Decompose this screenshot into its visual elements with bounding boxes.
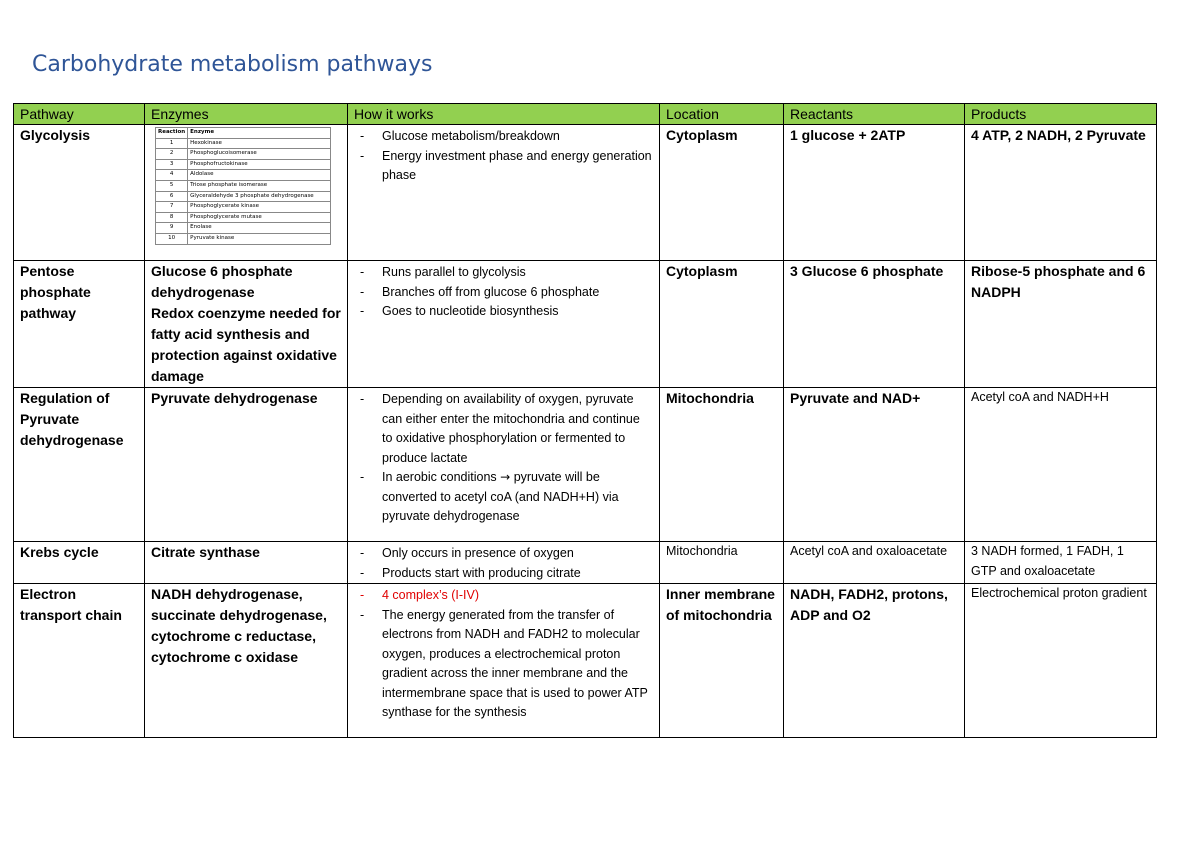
pathway-cell: Krebs cycle — [14, 542, 145, 584]
mini-row — [156, 223, 331, 234]
mini-reaction: 8 — [156, 212, 188, 223]
products-cell: Acetyl coA and NADH+H — [965, 388, 1157, 542]
how-list — [354, 263, 653, 322]
mini-header-reaction: Reaction — [156, 128, 188, 139]
pathway-cell: Pentose phosphate pathway — [14, 261, 145, 388]
enzymes-cell — [145, 261, 348, 388]
how-item: - Depending on availability of oxygen, pyruvate can either enter the mitochondria and continue to oxidative phosphorylation or fermented to produce lactate — [382, 390, 653, 468]
products-cell: 3 NADH formed, 1 FADH, 1 GTP and oxaloacetate — [965, 542, 1157, 584]
enzyme-note: Redox coenzyme needed for fatty acid synthesis and protection against oxidative damage — [151, 305, 341, 384]
mini-row — [156, 159, 331, 170]
mini-enzyme: Glyceraldehyde 3 phosphate dehydrogenase — [188, 191, 331, 202]
how-it-works-cell — [348, 542, 660, 584]
mini-reaction: 9 — [156, 223, 188, 234]
how-list — [354, 544, 653, 583]
reactants-cell: 3 Glucose 6 phosphate — [784, 261, 965, 388]
enzymes-cell: Citrate synthase — [145, 542, 348, 584]
how-item: - Runs parallel to glycolysis — [382, 263, 653, 283]
how-item: - 4 complex’s (I-IV) — [382, 586, 653, 606]
how-item: - Branches off from glucose 6 phosphate — [382, 283, 653, 303]
how-item: - The energy generated from the transfer of electrons from NADH and FADH2 to molecular oxygen, produces a electrochemical proton gradient across the inner membrane and the intermembrane space that is used to power ATP synthase for the synthesis — [382, 606, 653, 723]
how-list — [354, 127, 653, 186]
mini-reaction: 6 — [156, 191, 188, 202]
reactants-cell: NADH, FADH2, protons, ADP and O2 — [784, 584, 965, 738]
pathway-cell: Electron transport chain — [14, 584, 145, 738]
reactants-cell: 1 glucose + 2ATP — [784, 125, 965, 261]
pathways-table — [13, 103, 1157, 738]
page-title: Carbohydrate metabolism pathways — [32, 52, 433, 77]
mini-enzyme: Enolase — [188, 223, 331, 234]
how-item: - Only occurs in presence of oxygen — [382, 544, 653, 564]
mini-reaction: 10 — [156, 233, 188, 244]
mini-enzyme: Hexokinase — [188, 138, 331, 149]
pathway-cell: Glycolysis — [14, 125, 145, 261]
pathway-cell: Regulation of Pyruvate dehydrogenase — [14, 388, 145, 542]
mini-row — [156, 170, 331, 181]
how-item — [382, 468, 653, 527]
how-it-works-cell — [348, 125, 660, 261]
mini-header-row — [156, 128, 331, 139]
mini-reaction: 4 — [156, 170, 188, 181]
mini-row — [156, 180, 331, 191]
mini-enzyme: Phosphofructokinase — [188, 159, 331, 170]
mini-reaction: 2 — [156, 149, 188, 160]
location-cell: Cytoplasm — [660, 125, 784, 261]
mini-row — [156, 138, 331, 149]
mini-enzyme: Pyruvate kinase — [188, 233, 331, 244]
enzyme-name: Glucose 6 phosphate dehydrogenase — [151, 263, 293, 300]
mini-enzyme: Phosphoglycerate mutase — [188, 212, 331, 223]
mini-row — [156, 202, 331, 213]
table-row — [14, 261, 1157, 388]
how-it-works-cell — [348, 584, 660, 738]
how-list — [354, 390, 653, 527]
mini-reaction: 3 — [156, 159, 188, 170]
mini-row — [156, 191, 331, 202]
how-text: In aerobic conditions — [382, 470, 497, 484]
how-list — [354, 586, 653, 723]
mini-row — [156, 212, 331, 223]
mini-reaction: 5 — [156, 180, 188, 191]
header-reactants: Reactants — [784, 104, 965, 125]
how-text: pyruvate will be converted to acetyl coA (and NADH+H) via pyruvate dehydrogenase — [382, 470, 619, 523]
how-it-works-cell — [348, 388, 660, 542]
mini-enzyme: Triose phosphate isomerase — [188, 180, 331, 191]
enzymes-cell: NADH dehydrogenase, succinate dehydrogenase, cytochrome c reductase, cytochrome c oxidase — [145, 584, 348, 738]
how-item: - Products start with producing citrate — [382, 564, 653, 584]
header-products: Products — [965, 104, 1157, 125]
how-item: - Goes to nucleotide biosynthesis — [382, 302, 653, 322]
location-cell: Mitochondria — [660, 388, 784, 542]
right-arrow-icon: → — [500, 470, 511, 484]
table-row — [14, 125, 1157, 261]
mini-enzyme: Phosphoglucoisomerase — [188, 149, 331, 160]
table-row — [14, 584, 1157, 738]
reactants-cell: Acetyl coA and oxaloacetate — [784, 542, 965, 584]
mini-enzyme: Aldolase — [188, 170, 331, 181]
mini-reaction: 7 — [156, 202, 188, 213]
table-row — [14, 542, 1157, 584]
enzyme-mini-table — [155, 127, 331, 245]
how-it-works-cell — [348, 261, 660, 388]
header-row — [14, 104, 1157, 125]
header-pathway: Pathway — [14, 104, 145, 125]
enzymes-cell — [145, 125, 348, 261]
location-cell: Mitochondria — [660, 542, 784, 584]
mini-row — [156, 233, 331, 244]
location-cell: Inner membrane of mitochondria — [660, 584, 784, 738]
how-item: - Energy investment phase and energy generation phase — [382, 147, 653, 186]
products-cell: Ribose-5 phosphate and 6 NADPH — [965, 261, 1157, 388]
enzymes-cell: Pyruvate dehydrogenase — [145, 388, 348, 542]
mini-row — [156, 149, 331, 160]
header-enzymes: Enzymes — [145, 104, 348, 125]
mini-enzyme: Phosphoglycerate kinase — [188, 202, 331, 213]
reactants-cell: Pyruvate and NAD+ — [784, 388, 965, 542]
header-location: Location — [660, 104, 784, 125]
header-how-it-works: How it works — [348, 104, 660, 125]
products-cell: Electrochemical proton gradient — [965, 584, 1157, 738]
mini-header-enzyme: Enzyme — [188, 128, 331, 139]
mini-reaction: 1 — [156, 138, 188, 149]
how-item: - Glucose metabolism/breakdown — [382, 127, 653, 147]
location-cell: Cytoplasm — [660, 261, 784, 388]
table-row — [14, 388, 1157, 542]
products-cell: 4 ATP, 2 NADH, 2 Pyruvate — [965, 125, 1157, 261]
